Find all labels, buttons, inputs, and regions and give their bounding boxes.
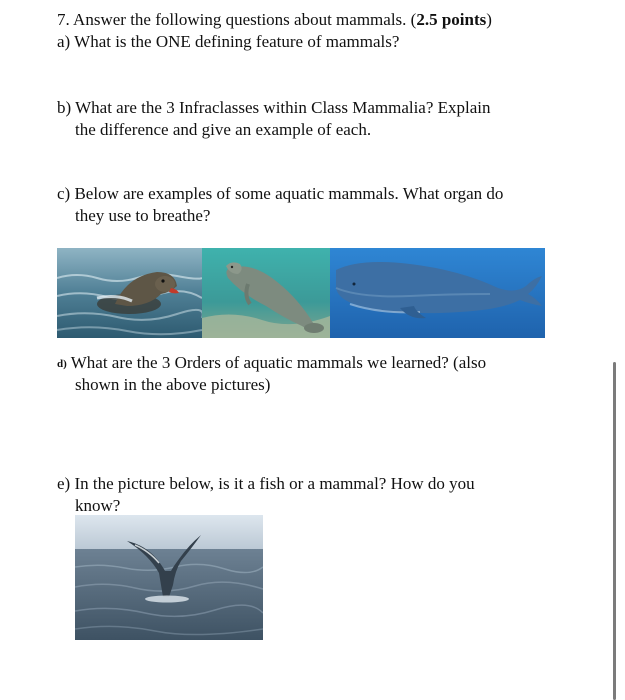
question-e-line-2: know? [75, 496, 121, 515]
question-a: a) What is the ONE defining feature of mammals? [57, 32, 400, 51]
question-c-line-2: they use to breathe? [75, 206, 211, 225]
vertical-scrollbar[interactable] [613, 362, 616, 700]
question-e-line-1: e) In the picture below, is it a fish or a mammal? How do you [57, 474, 475, 493]
manatee-photo [202, 248, 330, 338]
sperm-whale-photo [330, 248, 545, 338]
question-b-line-2: the difference and give an example of each. [75, 120, 372, 139]
question-d-text: What are the 3 Orders of aquatic mammals we learned? (also [70, 353, 487, 372]
question-7-text: 7. Answer the following questions about mammals. ( [57, 10, 417, 29]
whale-tail-photo [75, 515, 263, 640]
question-7-close: ) [486, 10, 492, 29]
question-c-line-1: c) Below are examples of some aquatic mammals. What organ do [57, 184, 504, 203]
question-7-points: 2.5 points [416, 10, 487, 29]
sea-lion-photo [57, 248, 202, 338]
question-d-marker: d) [57, 358, 67, 370]
question-b-line-1: b) What are the 3 Infraclasses within Class Mammalia? Explain [57, 98, 491, 117]
question-d-line-2: shown in the above pictures) [75, 375, 271, 394]
question-7-header [57, 9, 492, 31]
question-d-line-1 [57, 352, 486, 375]
